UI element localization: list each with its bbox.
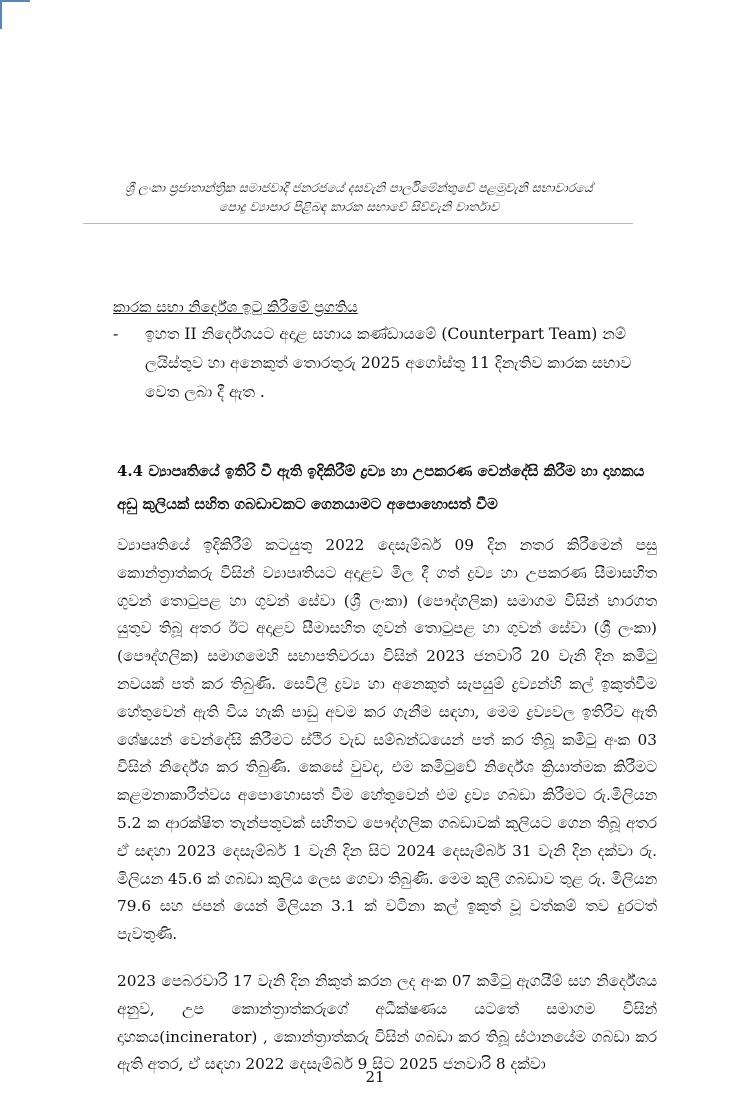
report-header xyxy=(85,178,633,216)
header-line-2: පොදු ව්‍යාපාර පිළිබඳ කාරක සභාවේ සිව්වැනි වාර්තාව xyxy=(218,199,500,214)
header-divider xyxy=(83,223,633,224)
heading-number: 4.4 xyxy=(117,462,144,480)
bullet-item xyxy=(113,320,653,407)
heading-text: ව්‍යාපෘතියේ ඉතිරි වී ඇති ඉදිකිරීම් ද්‍රව්‍ය හා උපකරණ වෙන්දේසි කිරීම හා දාහකය අඩු කුලියක් සහිත ගබඩාවකට ගෙනයාමට අපොහොසත් වීම xyxy=(117,462,645,513)
page-corner-mark xyxy=(0,0,30,29)
bullet-marker: - xyxy=(113,325,119,343)
subsection-heading xyxy=(117,455,657,521)
section-title: කාරක සභා නිර්දේශ ඉටු කිරීමේ ප්‍රගතිය xyxy=(113,298,358,316)
page-number: 21 xyxy=(365,1068,385,1086)
paragraph-1: ව්‍යාපෘතියේ ඉදිකිරීම් කටයුතු 2022 දෙසැම්බර් 09 දින නතර කිරීමෙන් පසු කොන්ත්‍රාත්කරු විසින් ව්‍යාපෘතියට අදාළව මිල දී ගත් ද්‍රව්‍ය හා උපකරණ සීමාසහිත ගුවන් තොටුපළ හා ගුවන් සේවා (ශ්‍රී ලංකා) (පෞද්ගලික) සමාගම විසින් භාරගත යුතුව තිබූ අතර ඊට අදාළව සීමාසහිත ගුවන් තොටුපළ හා ගුවන් සේවා (ශ්‍රී ලංකා) (පෞද්ගලික) සමාගමෙහි සභාපතිවරයා විසින් 2023 ජනවාරි 20 වැනි දින කමිටු නවයක් පත් කර තිබුණි. සෙවිලි ද්‍රව්‍ය හා අනෙකුත් සැපයුම් ද්‍රව්‍යන්හි කල් ඉකුත්වීම හේතුවෙන් ඇති විය හැකි පාඩු අවම කර ගැනීම සඳහා, මෙම ද්‍රව්‍යවල ඉතිරිව ඇති ශේෂයන් වෙන්දේසි කිරීමට ස්ථිර වැඩ සම්බන්ධයෙන් පත් කර තිබූ කමිටු අංක 03 විසින් නිර්දේශ කර තිබුණි. කෙසේ වුවද, එම කමිටුවේ නිර්දේශ ක්‍රියාත්මක කිරීමට කළමනාකාරීත්වය අපොහොසත් වීම හේතුවෙන් එම ද්‍රව්‍ය ගබඩා කිරීමට රු.මිලියන 5.2 ක ආරක්ෂිත තැන්පතුවක් සහිතව පෞද්ගලික ගබඩාවක් කුලියට ගෙන තිබූ අතර ඒ සඳහා 2023 දෙසැම්බර් 1 වැනි දින සිට 2024 දෙසැම්බර් 31 වැනි දින දක්වා රු. මිලියන 45.6 ක් ගබඩා කුලිය ලෙස ගෙවා තිබුණි. මෙම කුලී ගබඩාව තුළ රු. මිලියන 79.6 සහ ජපන් යෙන් මිලියන 3.1 ක් වටිනා කල් ඉකුත් වූ වත්කම් තව දුරටත් පැවතුණි. xyxy=(117,536,657,944)
bullet-text: ඉහත II නිර්දේශයට අදාළ සහාය කණ්ඩායමේ (Counterpart Team) නම් ලයිස්තුව හා අනෙකුත් තොරතුරු 2025 අගෝස්තු 11 දිනැතිව කාරක සභාව වෙත ලබා දී ඇත . xyxy=(145,325,632,401)
paragraph-2: 2023 පෙබරවාරි 17 වැනි දින නිකුත් කරන ලද අංක 07 කමිටු ඇගයීම් සහ නිර්දේශය අනුව, උප කොන්ත්‍රාත්කරුගේ අධීක්ෂණය යටතේ සමාගම විසින් දාහකය(incinerator) , කොන්ත්‍රාත්කරු විසින් ගබඩා කර තිබූ ස්ථානයේම ගබඩා කර ඇති අතර, ඒ සඳහා 2022 දෙසැම්බර් 9 සිට 2025 ජනවාරි 8 දක්වා xyxy=(117,972,657,1074)
header-line-1: ශ්‍රී ලංකා ප්‍රජාතාන්ත්‍රික සමාජවාදී ජනරජයේ දසවැනි පාර්ලිමේන්තුවේ පළමුවැනි සභාවාරයේ xyxy=(125,180,593,195)
